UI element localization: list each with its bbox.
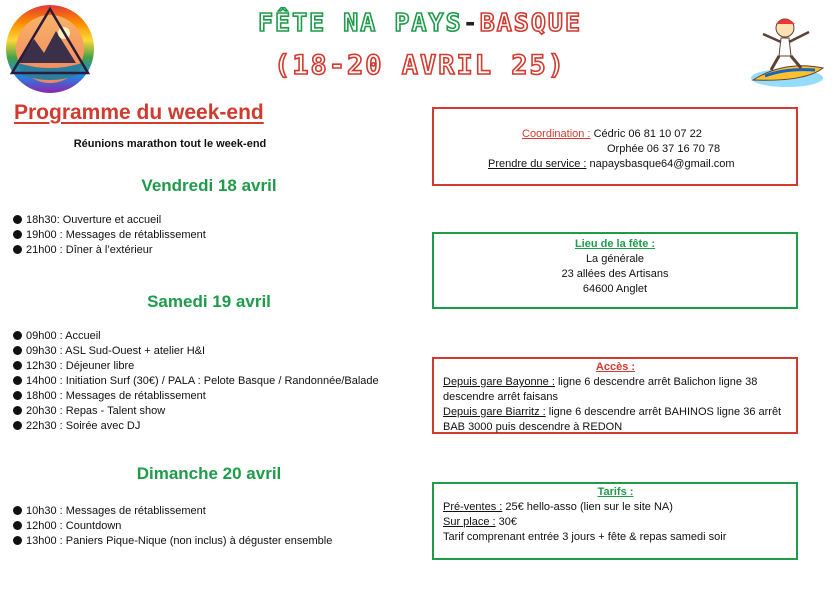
list-item-text: 12h00 : Countdown <box>26 520 122 532</box>
access-heading <box>443 360 788 375</box>
list-item-text: 10h30 : Messages de rétablissement <box>26 505 206 517</box>
event-title-part2: BASQUE <box>479 8 582 37</box>
list-item <box>13 374 379 389</box>
list-item <box>13 228 206 243</box>
venue-box <box>432 232 798 309</box>
day-title-sunday: Dimanche 20 avril <box>136 464 282 483</box>
access-bayonne <box>443 375 788 405</box>
event-title <box>150 8 690 37</box>
bullet-icon <box>13 391 22 400</box>
list-item-text: 18h30: Ouverture et accueil <box>26 214 162 226</box>
presale-label: Pré-ventes : <box>443 501 503 513</box>
bullet-icon <box>13 245 22 254</box>
day-title-friday: Vendredi 18 avril <box>141 176 277 195</box>
program-subtitle: Réunions marathon tout le week-end <box>73 138 267 150</box>
list-item-text: 12h30 : Déjeuner libre <box>26 360 135 372</box>
prices-note: Tarif comprenant entrée 3 jours + fête & repas samedi soir <box>443 531 727 543</box>
bullet-icon <box>13 406 22 415</box>
access-box <box>432 357 798 434</box>
prices-box <box>432 482 798 560</box>
event-title-part1: FÊTE NA PAYS <box>258 8 463 37</box>
prices-label: Tarifs : <box>597 486 634 498</box>
service-email[interactable]: napaysbasque64@gmail.com <box>589 158 735 170</box>
list-item-text: 22h30 : Soirée avec DJ <box>26 420 141 432</box>
saturday-schedule <box>13 329 379 434</box>
list-item-text: 20h30 : Repas - Talent show <box>26 405 166 417</box>
list-item-text: 18h00 : Messages de rétablissement <box>26 390 206 402</box>
list-item-text: 19h00 : Messages de rétablissement <box>26 229 206 241</box>
prices-onsite <box>443 515 788 530</box>
list-item <box>13 329 379 344</box>
list-item <box>13 344 379 359</box>
presale-text: 25€ hello-asso (lien sur le site NA) <box>502 501 673 513</box>
venue-line-2: 23 allées des Artisans <box>561 268 669 280</box>
access-biarritz-label: Depuis gare Biarritz : <box>443 406 546 418</box>
onsite-label: Sur place : <box>443 516 496 528</box>
coordination-contact-1: Cédric 06 81 10 07 22 <box>593 128 702 140</box>
access-bayonne-label: Depuis gare Bayonne : <box>443 376 555 388</box>
list-item <box>13 504 332 519</box>
venue-label: Lieu de la fête : <box>574 238 656 250</box>
access-biarritz-text: ligne 6 descendre arrêt BAHINOS ligne 36 arrêt BAB 3000 puis descendre à REDON <box>443 406 782 433</box>
access-label: Accès : <box>595 361 636 373</box>
bullet-icon <box>13 331 22 340</box>
bullet-icon <box>13 346 22 355</box>
list-item-text: 09h30 : ASL Sud-Ouest + atelier H&I <box>26 345 206 357</box>
list-item <box>13 534 332 549</box>
event-dates: (18-20 AVRIL 25) <box>273 50 567 81</box>
bullet-icon <box>13 536 22 545</box>
bullet-icon <box>13 506 22 515</box>
list-item <box>13 404 379 419</box>
na-logo <box>4 3 96 95</box>
event-title-dash: - <box>462 8 480 37</box>
bullet-icon <box>13 521 22 530</box>
bullet-icon <box>13 421 22 430</box>
venue-line-3: 64600 Anglet <box>582 283 648 295</box>
venue-line-1: La générale <box>585 253 645 265</box>
friday-schedule <box>13 213 206 258</box>
coordination-contact-2: Orphée 06 37 16 70 78 <box>607 143 721 155</box>
list-item <box>13 389 379 404</box>
bullet-icon <box>13 230 22 239</box>
list-item-text: 09h00 : Accueil <box>26 330 101 342</box>
day-title-saturday: Samedi 19 avril <box>147 292 271 311</box>
access-bayonne-text: ligne 6 descendre arrêt Balichon ligne 38 descendre arrêt faisans <box>443 376 758 403</box>
list-item <box>13 213 206 228</box>
coordination-line-1 <box>434 127 796 142</box>
coordination-line-3 <box>434 157 796 172</box>
bullet-icon <box>13 215 22 224</box>
service-label: Prendre du service : <box>488 158 587 170</box>
coordination-box <box>432 107 798 186</box>
list-item-text: 14h00 : Initiation Surf (30€) / PALA : Pelote Basque / Randonnée/Balade <box>26 375 379 387</box>
bullet-icon <box>13 361 22 370</box>
list-item <box>13 419 379 434</box>
list-item <box>13 519 332 534</box>
list-item-text: 13h00 : Paniers Pique-Nique (non inclus) à déguster ensemble <box>26 535 333 547</box>
list-item-text: 21h00 : Dîner à l’extérieur <box>26 244 153 256</box>
bullet-icon <box>13 376 22 385</box>
list-item <box>13 243 206 258</box>
coordination-label: Coordination : <box>522 128 591 140</box>
surfer-illustration <box>745 12 827 92</box>
sunday-schedule <box>13 504 332 549</box>
access-biarritz <box>443 405 788 435</box>
prices-heading <box>443 485 788 500</box>
onsite-text: 30€ <box>495 516 518 528</box>
list-item <box>13 359 379 374</box>
prices-presale <box>443 500 788 515</box>
program-title: Programme du week-end <box>14 101 264 124</box>
